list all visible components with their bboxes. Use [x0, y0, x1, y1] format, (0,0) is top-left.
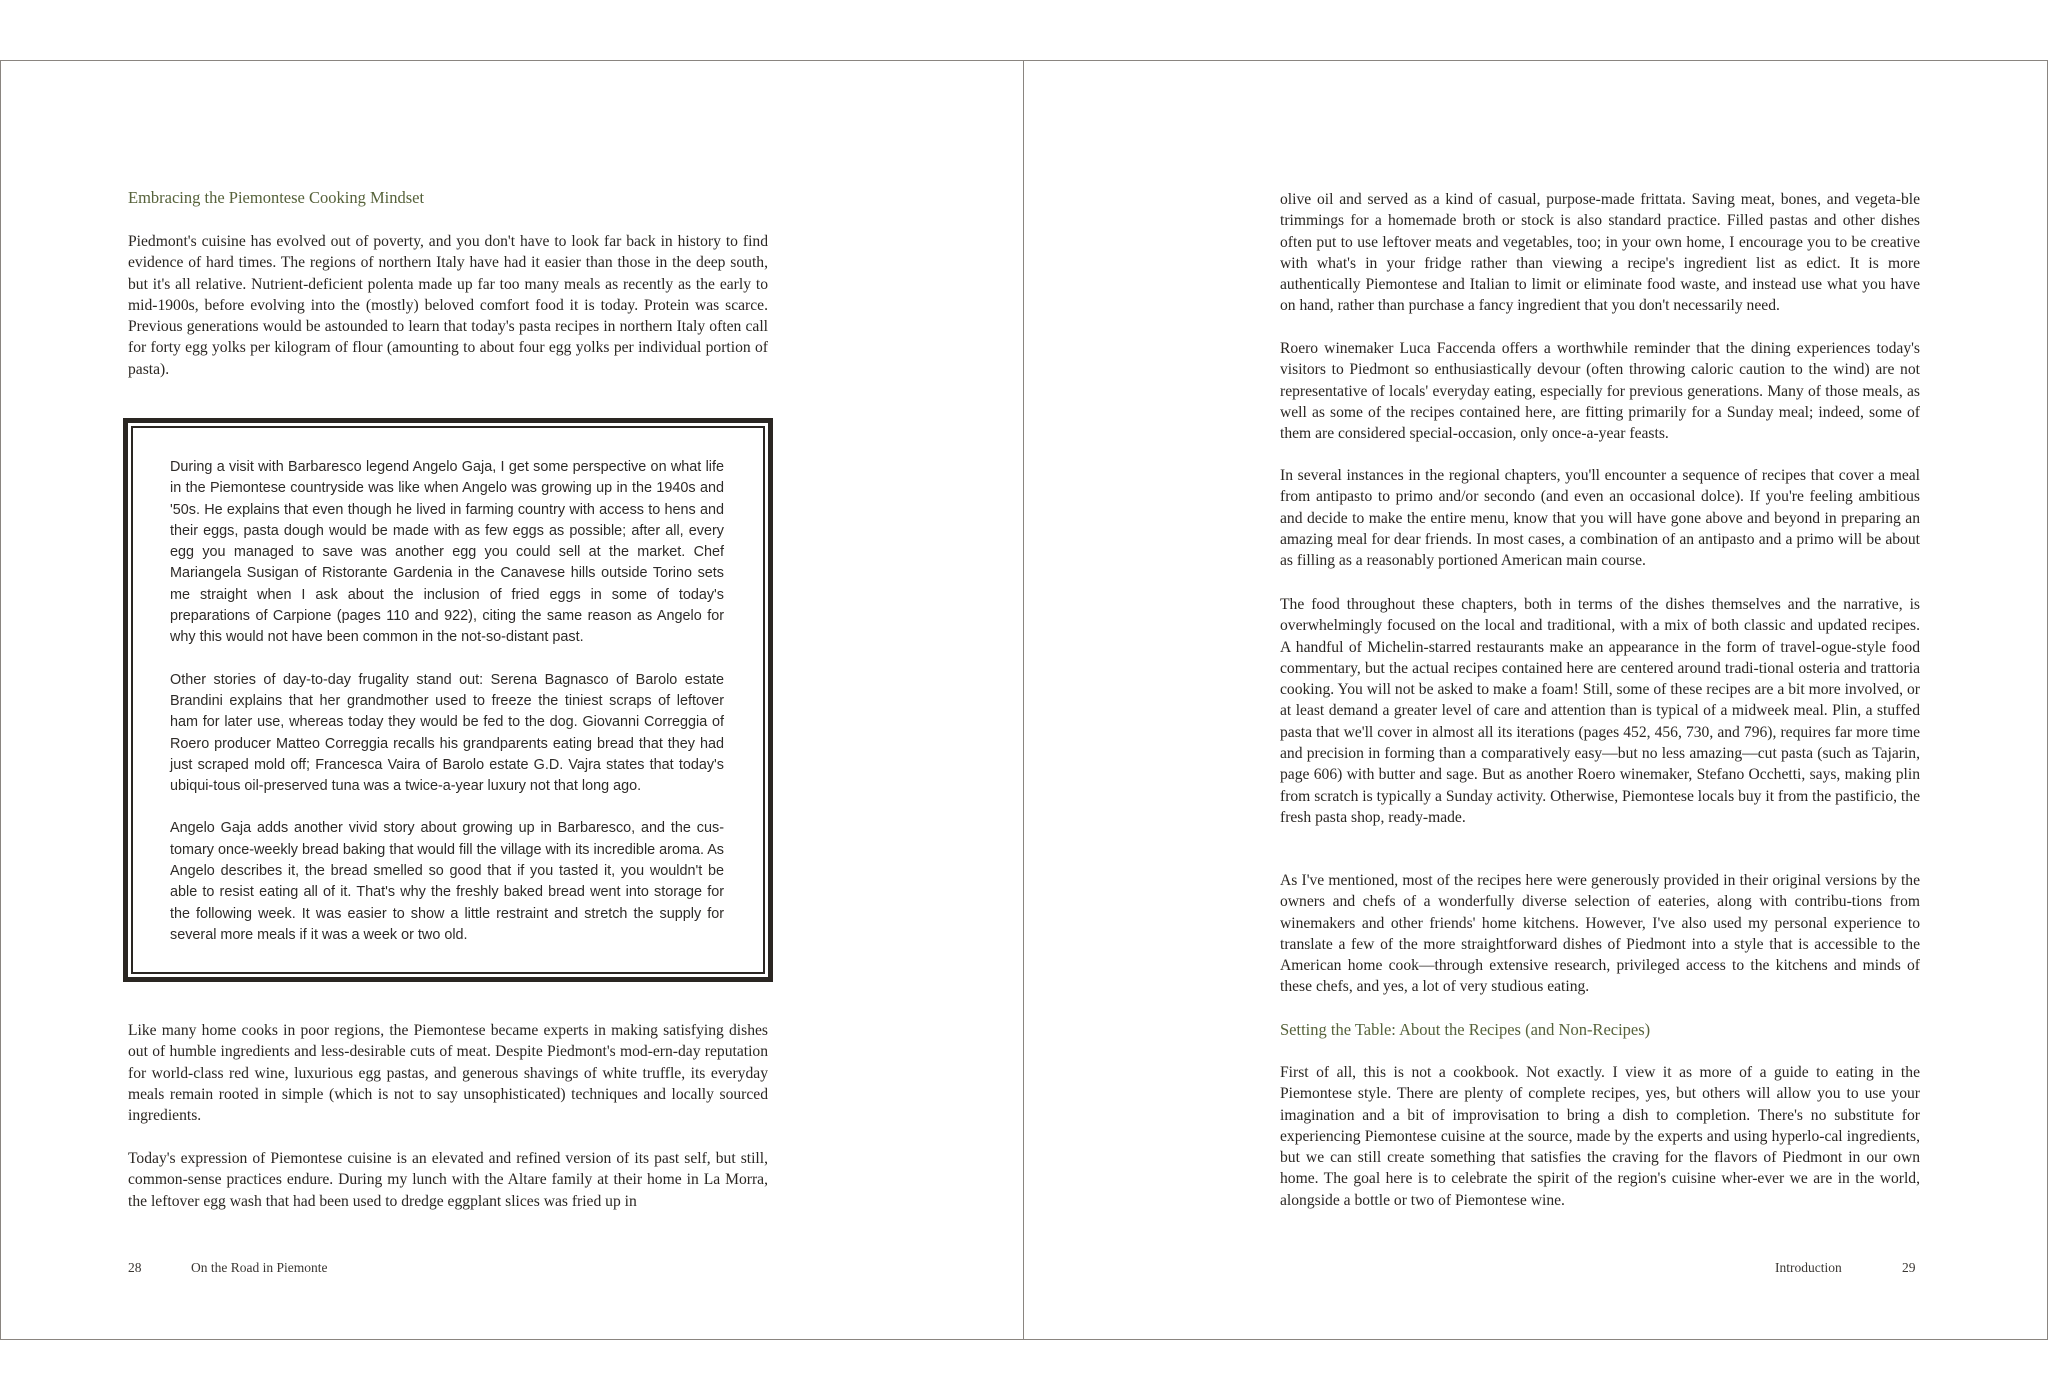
body-paragraph: First of all, this is not a cookbook. Not exactly. I view it as more of a guide to eating in the Piemontese style. There are plenty of complete recipes, yes, but others will allow you to use your imagination and a bit of improvisation to bring a dish to completion. There's no substitute for experiencing Piemontese cuisine at the source, made by the experts and using hyperlo-cal ingredients, but we can still create something that satisfies the craving for the flavors of Piedmont in our own home. The goal here is to celebrate the spirit of the region's cuisine wher-ever we are in the world, alongside a bottle or two of Piemontese wine.	[1280, 1064, 1920, 1209]
sidebar-paragraph: Angelo Gaja adds another vivid story about growing up in Barbaresco, and the cus-tomary once-weekly bread baking that would fill the village with its incredible aroma. As Angelo describes it, the bread smelled so good that if you tasted it, you wouldn't be able to resist eating all of it. That's why the freshly baked bread went into storage for the following week. It was easier to show a little restraint and stretch the supply for several more meals if it was a week or two old.	[170, 820, 724, 943]
body-paragraph: Today's expression of Piemontese cuisine is an elevated and refined version of its past self, but still, common-sense practices endure. During my lunch with the Altare family at their home in La Morra, the leftover egg wash that had been used to dredge eggplant slices was fried up in	[128, 1150, 768, 1210]
body-paragraph: Like many home cooks in poor regions, the Piemontese became experts in making satisfying dishes out of humble ingredients and less-desirable cuts of meat. Despite Piedmont's mod-ern-day reputation for world-class red wine, luxurious egg pastas, and generous shavings of white truffle, its everyday meals remain rooted in simple (which is not to say unsophisticated) techniques and locally sourced ingredients.	[128, 1022, 768, 1125]
section-heading: Embracing the Piemontese Cooking Mindset	[128, 188, 425, 207]
body-paragraph: In several instances in the regional chapters, you'll encounter a sequence of recipes that cover a meal from antipasto to primo and/or secondo (and even an occasional dolce). If you're feeling ambitious and decide to make the entire menu, know that you will have gone above and beyond in preparing an amazing meal for dear friends. In most cases, a combination of an antipasto and a primo will be about as filling as a reasonably portioned American main course.	[1280, 467, 1920, 570]
body-paragraph: Piedmont's cuisine has evolved out of poverty, and you don't have to look far back in history to find evidence of hard times. The regions of northern Italy have had it easier than those in the deep south, but it's all relative. Nutrient-deficient polenta made up far too many meals as recently as the early to mid-1900s, before evolving into the (mostly) beloved comfort food it is today. Protein was scarce. Previous generations would be astounded to learn that today's pasta recipes in northern Italy often call for forty egg yolks per kilogram of flour (amounting to about four egg yolks per individual portion of pasta).	[128, 233, 768, 378]
left-border	[0, 60, 1, 1340]
body-paragraph: Roero winemaker Luca Faccenda offers a worthwhile reminder that the dining experiences today's visitors to Piedmont so enthusiastically devour (often throwing caloric caution to the wind) are not representative of locals' everyday eating, especially for previous generations. Many of those meals, as well as some of the recipes contained here, are fitting primarily for a Sunday meal; indeed, some of them are considered special-occasion, only once-a-year feasts.	[1280, 340, 1920, 443]
page-number: 28	[128, 1260, 142, 1275]
running-footer-title: On the Road in Piemonte	[191, 1260, 328, 1275]
page-number: 29	[1902, 1260, 1916, 1275]
sidebar-box	[123, 418, 773, 982]
body-paragraph: The food throughout these chapters, both in terms of the dishes themselves and the narrative, is overwhelmingly focused on the local and traditional, with a mix of both classic and updated recipes. A handful of Michelin-starred restaurants make an appearance in the form of travel-ogue-style food commentary, but the actual recipes contained here are centered around tradi-tional osteria and trattoria cooking. You will not be asked to make a foam! Still, some of these recipes are a bit more involved, or at least demand a greater level of care and attention than is typical of a midweek meal. Plin, a stuffed pasta that we'll cover in almost all its iterations (pages 452, 456, 730, and 796), requires far more time and precision in forming than a comparatively easy—but no less amazing—cut pasta (such as Tajarin, page 606) with butter and sage. But as another Roero winemaker, Stefano Occhetti, says, making plin from scratch is typically a Sunday activity. Otherwise, Piemontese locals buy it from the pastificio, the fresh pasta shop, ready-made.	[1280, 596, 1920, 826]
top-border	[0, 60, 2048, 61]
sidebar-paragraph: Other stories of day-to-day frugality stand out: Serena Bagnasco of Barolo estate Brandini explains that her grandmother used to freeze the tiniest scraps of leftover ham for later use, whereas today they would be fed to the dog. Giovanni Correggia of Roero producer Matteo Correggia recalls his grandparents eating bread that they had just scraped mold off; Francesca Vaira of Barolo estate G.D. Vajra states that today's ubiqui-tous oil-preserved tuna was a twice-a-year luxury not that long ago.	[170, 671, 724, 795]
body-paragraph: As I've mentioned, most of the recipes here were generously provided in their original versions by the owners and chefs of a wonderfully diverse selection of eateries, along with contribu-tions from winemakers and other friends' home kitchens. However, I've also used my personal experience to translate a few of the more straightforward dishes of Piedmont into a style that is accessible to the American home cook—through extensive research, privileged access to the kitchens and minds of these chefs, and yes, a lot of very studious eating.	[1280, 872, 1920, 996]
running-footer-title: Introduction	[1775, 1260, 1842, 1275]
sidebar-paragraph: During a visit with Barbaresco legend Angelo Gaja, I get some perspective on what life in the Piemontese countryside was like when Angelo was growing up in the 1940s and '50s. He explains that even though he lived in farming country with access to hens and their eggs, pasta dough would be made with as few eggs as possible; after all, every egg you managed to save was another egg you could sell at the market. Chef Mariangela Susigan of Ristorante Gardenia in the Canavese hills outside Torino sets me straight when I ask about the inclusion of fried eggs in some of today's preparations of Carpione (pages 110 and 922), citing the same reason as Angelo for why this would not have been common in the not-so-distant past.	[170, 459, 724, 646]
section-heading: Setting the Table: About the Recipes (and Non-Recipes)	[1280, 1020, 1651, 1039]
spine-divider	[1023, 60, 1024, 1340]
bottom-border	[0, 1339, 2048, 1340]
body-paragraph: olive oil and served as a kind of casual, purpose-made frittata. Saving meat, bones, and vegeta-ble trimmings for a homemade broth or stock is also standard practice. Filled pastas and other dishes often put to use leftover meats and vegetables, too; in your own home, I encourage you to be creative with what's in your fridge rather than viewing a recipe's ingredient list as edict. It is more authentically Piemontese and Italian to limit or eliminate food waste, and instead use what you have on hand, rather than purchase a fancy ingredient that you don't necessarily need.	[1280, 191, 1920, 315]
